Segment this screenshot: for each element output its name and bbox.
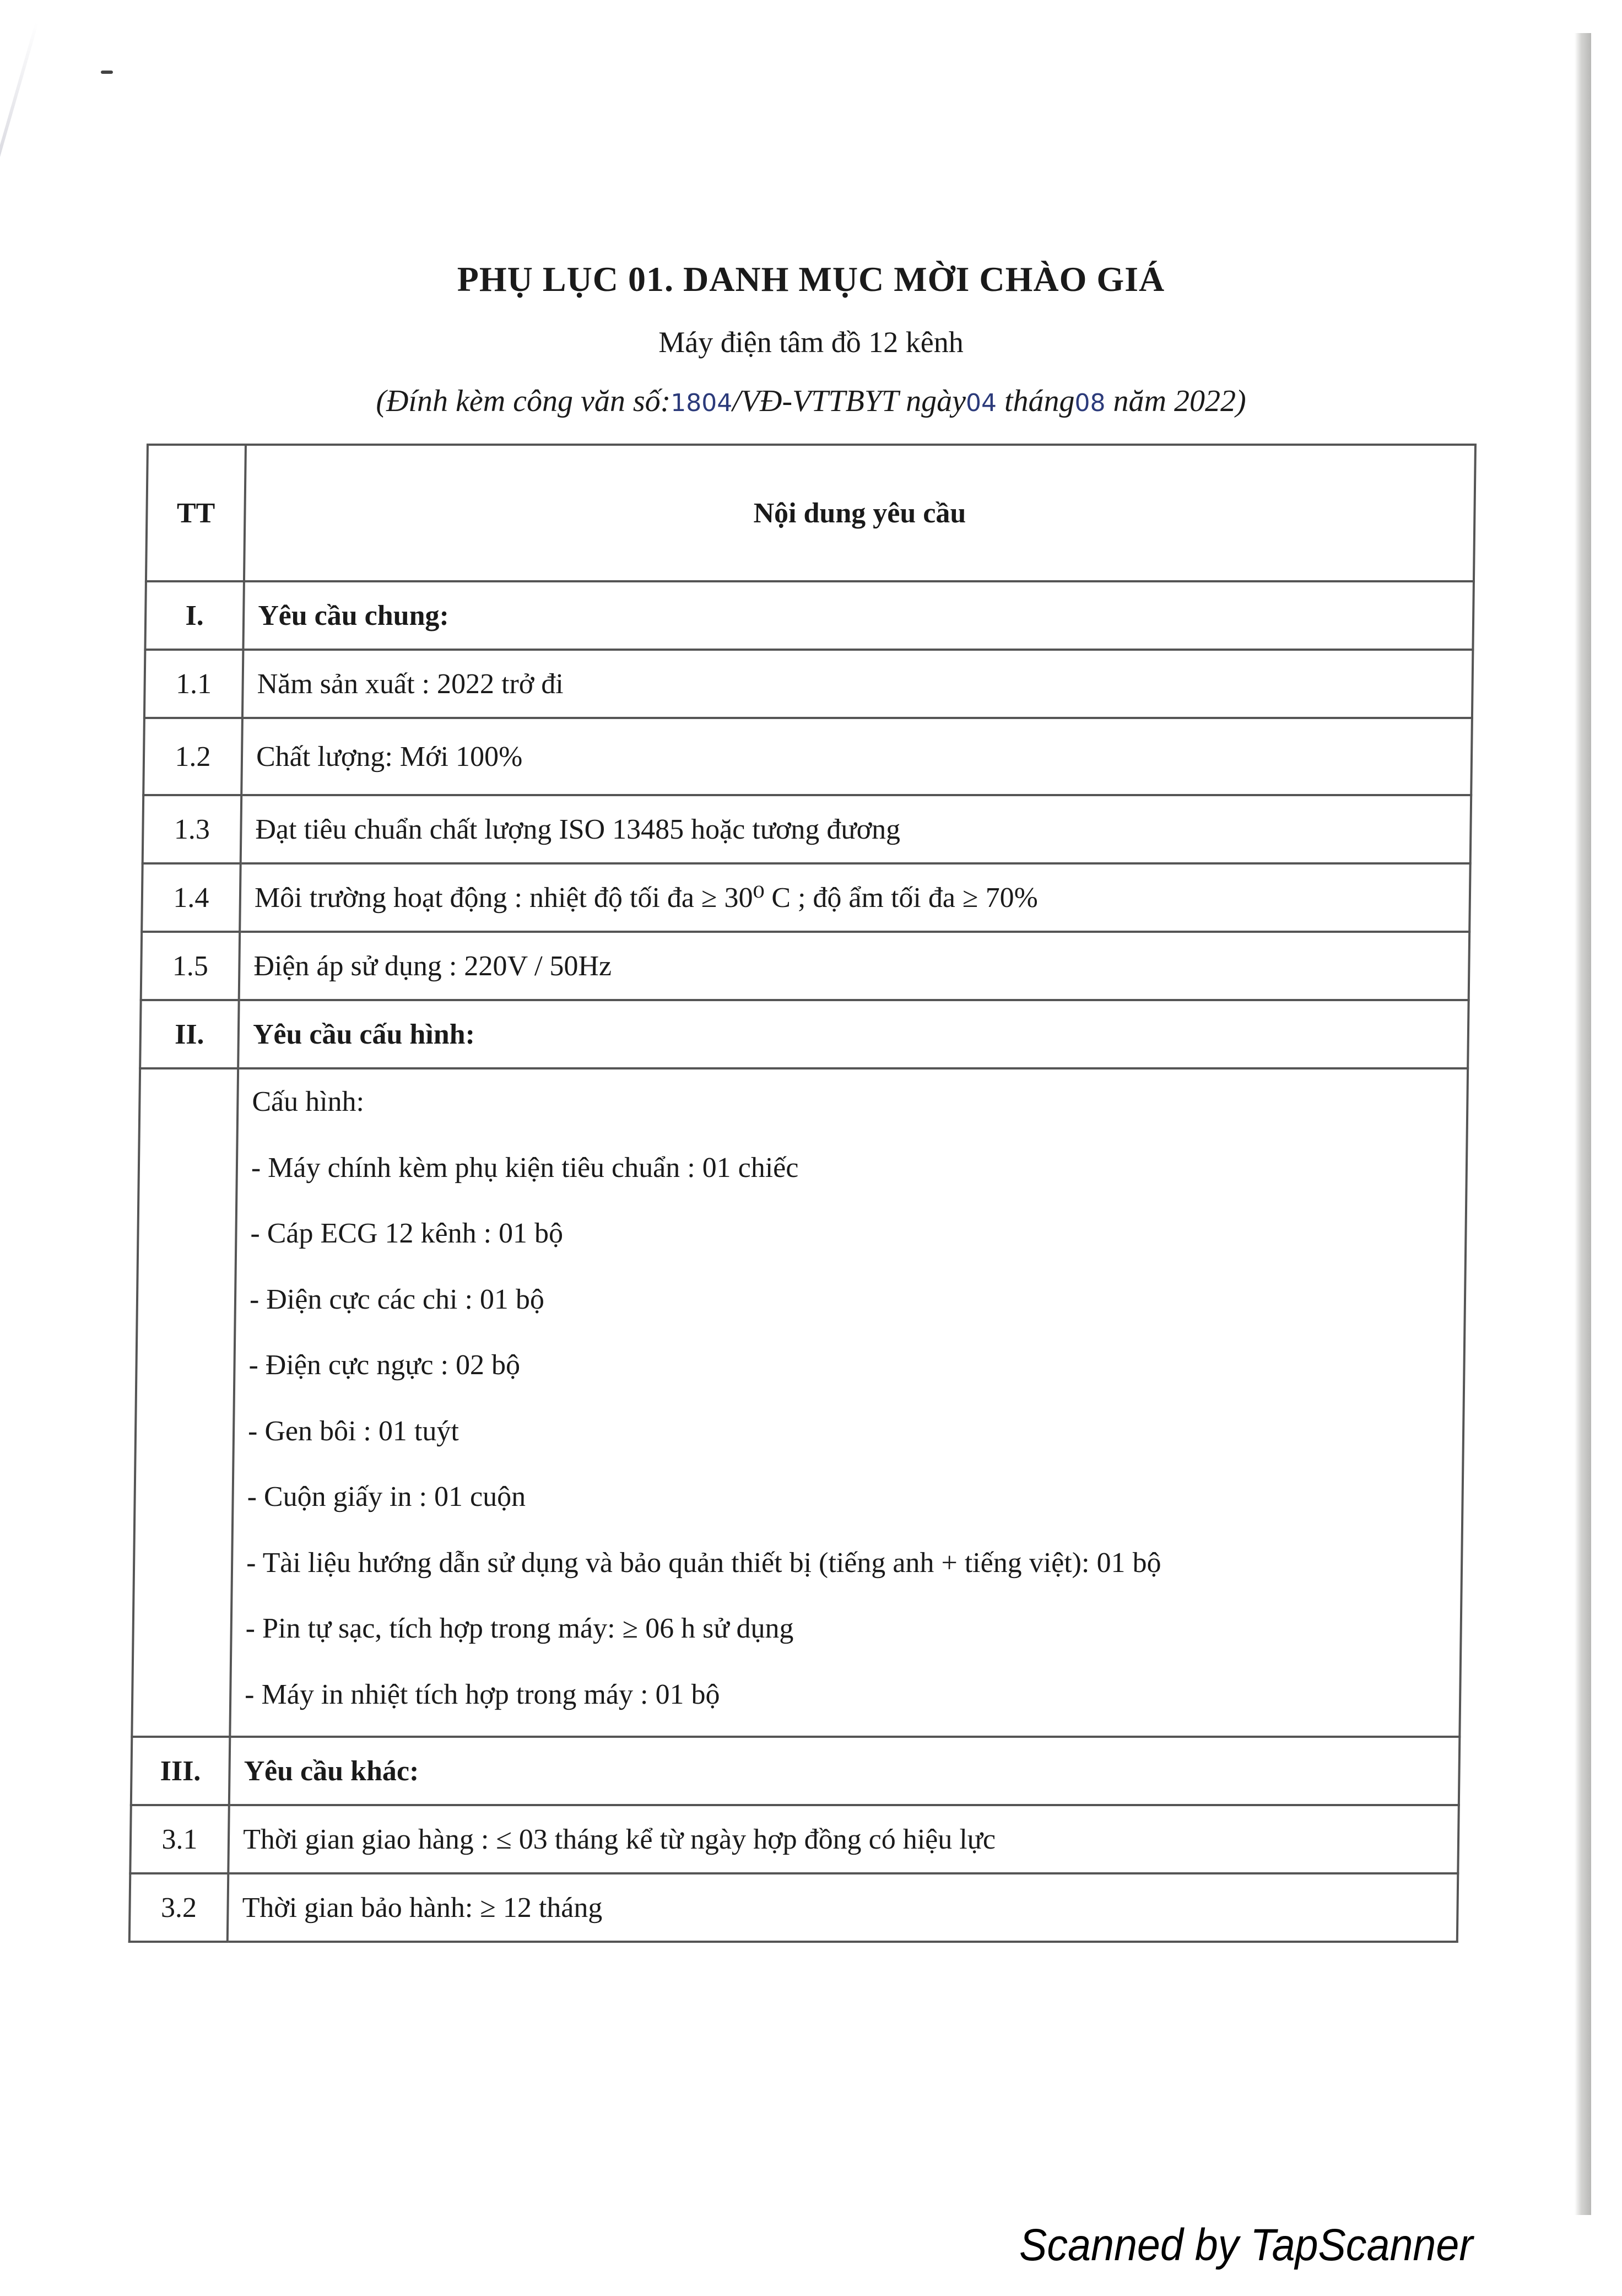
scan-edge-shadow (1575, 33, 1591, 2215)
table-row (129, 1873, 1458, 1942)
scanner-watermark: Scanned by TapScanner (1019, 2220, 1473, 2270)
header-content: Nội dung yêu cầu (244, 445, 1475, 581)
section-number: II. (140, 1000, 239, 1068)
header-tt: TT (146, 445, 246, 581)
row-number: 3.1 (130, 1805, 229, 1873)
table-row (130, 1805, 1459, 1873)
handwritten-day: 04 (965, 389, 997, 417)
section-number: I. (145, 581, 244, 650)
document-reference (0, 383, 1622, 419)
config-item: - Cuộn giấy in : 01 cuộn (247, 1481, 526, 1512)
config-item: - Pin tự sạc, tích hợp trong máy: ≥ 06 h sử dụng (245, 1613, 794, 1644)
row-content: Điện áp sử dụng : 220V / 50Hz (239, 932, 1470, 1000)
row-content: Thời gian giao hàng : ≤ 03 tháng kể từ ngày hợp đồng có hiệu lực (228, 1805, 1459, 1873)
config-item: - Cáp ECG 12 kênh : 01 bộ (250, 1218, 564, 1249)
row-content: Thời gian bảo hành: ≥ 12 tháng (228, 1873, 1458, 1942)
section-title: Yêu cầu chung: (243, 581, 1474, 650)
section-row (145, 581, 1474, 650)
config-heading: Cấu hình: (252, 1086, 365, 1117)
section-title: Yêu cầu khác: (229, 1737, 1460, 1805)
row-number: 1.5 (141, 932, 240, 1000)
reference-month-label: tháng (996, 384, 1075, 418)
table-row (143, 795, 1472, 863)
config-tt-empty (132, 1068, 238, 1737)
section-title: Yêu cầu cấu hình: (238, 1000, 1469, 1068)
table-row (141, 932, 1470, 1000)
config-item: - Máy in nhiệt tích hợp trong máy : 01 bộ (244, 1678, 720, 1710)
reference-suffix: năm 2022) (1105, 384, 1246, 418)
row-number: 1.3 (143, 795, 242, 863)
requirements-table (128, 444, 1477, 1943)
row-content: Chất lượng: Mới 100% (241, 718, 1472, 795)
handwritten-doc-number: 1804 (671, 389, 733, 417)
row-number: 1.4 (142, 863, 241, 932)
section-row (140, 1000, 1469, 1068)
config-item: - Điện cực các chi : 01 bộ (249, 1283, 545, 1315)
config-content (230, 1068, 1468, 1737)
row-content: Môi trường hoạt động : nhiệt độ tối đa ≥ 30⁰ C ; độ ẩm tối đa ≥ 70% (240, 863, 1470, 932)
config-item: - Gen bôi : 01 tuýt (247, 1415, 459, 1447)
reference-prefix: (Đính kèm công văn số: (376, 384, 671, 418)
document-title: PHỤ LỤC 01. DANH MỤC MỜI CHÀO GIÁ (457, 260, 1165, 299)
config-list (244, 1069, 1467, 1736)
row-content: Năm sản xuất : 2022 trở đi (242, 650, 1473, 718)
config-row (132, 1068, 1468, 1737)
table-row (143, 718, 1472, 795)
scan-edge-streak (0, 22, 39, 352)
config-item: - Tài liệu hướng dẫn sử dụng và bảo quản thiết bị (tiếng anh + tiếng việt): 01 bộ (246, 1547, 1161, 1579)
scan-mark (101, 71, 113, 74)
row-number: 1.2 (143, 718, 242, 795)
table-row (142, 863, 1470, 932)
config-item: - Điện cực ngực : 02 bộ (248, 1349, 521, 1381)
table-header-row (146, 445, 1475, 581)
row-content: Đạt tiêu chuẩn chất lượng ISO 13485 hoặc tương đương (241, 795, 1472, 863)
row-number: 1.1 (144, 650, 244, 718)
handwritten-month: 08 (1074, 389, 1106, 417)
section-row (131, 1737, 1460, 1805)
document-subtitle: Máy điện tâm đồ 12 kênh (658, 326, 964, 359)
section-number: III. (131, 1737, 230, 1805)
config-item: - Máy chính kèm phụ kiện tiêu chuẩn : 01 chiếc (251, 1152, 799, 1184)
reference-doc-code: /VĐ-VTTBYT ngày (732, 384, 966, 418)
row-number: 3.2 (129, 1873, 229, 1942)
table-row (144, 650, 1473, 718)
